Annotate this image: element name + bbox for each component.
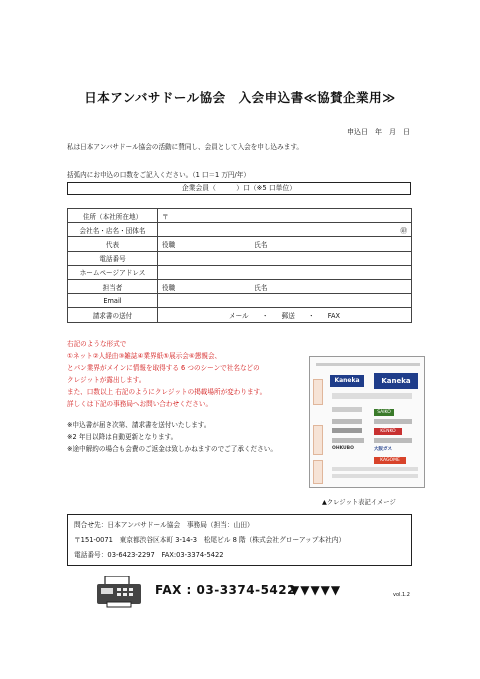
form-row-representative [68, 237, 412, 251]
notes-line: ※途中解約の場合も会費のご返金は致しかねますのでご了承ください。 [67, 444, 277, 453]
label-contact-person: 担当者 [68, 279, 158, 293]
label-representative: 代表 [68, 237, 158, 251]
tier-marker [313, 425, 323, 455]
logo-placeholder [374, 438, 412, 443]
logo-placeholder [332, 419, 362, 424]
label-homepage: ホームページアドレス [68, 265, 158, 279]
membership-units-field[interactable]: 企業会員（ ）口（※5 口単位） [67, 182, 411, 195]
form-row-contact-person [68, 279, 412, 293]
application-date: 申込日 年 月 日 [347, 128, 410, 136]
seal-mark: ㊞ [400, 226, 407, 235]
logo-placeholder [332, 474, 418, 478]
form-row-email [68, 294, 412, 308]
notes-line: とパン業界がメインに情報を取得する 6 つのシーンで社名などの [67, 364, 260, 373]
notes-line: ①ネット②人経由③雑誌④業界紙⑤展示会⑥懇親会、 [67, 352, 222, 361]
form-row-address [68, 209, 412, 223]
contact-line: 問合せ先：日本アンバサドール協会 事務局（担当：山田） [74, 521, 254, 529]
contact-address: 〒151-0071 東京都渋谷区本町 3-14-3 松尾ビル 8 階（株式会社グローアップ本社内） [74, 536, 346, 544]
tier-marker [313, 460, 323, 484]
version-label: vol.1.2 [393, 592, 410, 598]
intro-text: 私は日本アンバサドール協会の活動に賛同し、会員として入会を申し込みます。 [67, 143, 303, 151]
instruction-text: 括弧内にお申込の口数をご記入ください。（1 口＝1 万円/年） [67, 171, 250, 179]
brand-logo: Kaneka [374, 373, 418, 389]
notes-line: ※申込書が届き次第、請求書を送付いたします。 [67, 420, 211, 429]
logo-placeholder [332, 438, 364, 443]
fax-machine-icon [95, 576, 145, 608]
form-row-homepage [68, 265, 412, 279]
document-title: 日本アンバサドール協会 入会申込書≪協賛企業用≫ [84, 90, 396, 105]
label-company: 会社名・店名・団体名 [68, 223, 158, 237]
application-form [67, 208, 412, 323]
form-row-invoice [68, 308, 412, 322]
notes-line: クレジットが露出します。 [67, 376, 146, 385]
notes-line: 右記のような形式で [67, 340, 127, 348]
label-address: 住所（本社所在地） [68, 209, 158, 223]
brand-logo: SAIKO [374, 409, 394, 416]
down-arrows-icon: ▼▼▼▼▼ [290, 583, 342, 597]
image-caption: ▲クレジット表記イメージ [322, 499, 396, 506]
image-header-bar [316, 363, 420, 366]
contact-phone-fax: 電話番号：03-6423-2297 FAX:03-3374-5422 [74, 551, 224, 559]
brand-logo: OHKUBO [332, 446, 354, 451]
notes-line: ※2 年目以降は自動更新となります。 [67, 432, 178, 441]
logo-placeholder [332, 467, 418, 471]
credit-sample-image [309, 356, 425, 488]
notes-line: また、口数以上 右記のようにクレジットの掲載場所が変わります。 [67, 388, 267, 397]
notes-section [67, 338, 307, 455]
address-field[interactable]: 〒 [158, 209, 412, 223]
representative-field[interactable]: 役職 氏名 [158, 237, 412, 251]
email-field[interactable] [158, 294, 412, 308]
fax-number: FAX : 03-3374-5422 [155, 583, 296, 597]
form-row-phone [68, 251, 412, 265]
form-row-company [68, 223, 412, 237]
brand-logo: Kaneka [330, 375, 364, 387]
brand-logo: KAGOME [374, 457, 406, 464]
brand-logo: 大阪ガス [374, 447, 392, 452]
invoice-method-field[interactable]: メール ・ 郵送 ・ FAX [158, 308, 412, 322]
notes-line: 詳しくは下記の事務局へお問い合わせください。 [67, 400, 213, 409]
label-invoice: 請求書の送付 [68, 308, 158, 322]
logo-placeholder [332, 407, 362, 412]
label-phone: 電話番号 [68, 251, 158, 265]
tier-marker [313, 379, 323, 405]
label-email: Email [68, 294, 158, 308]
contact-box [67, 514, 412, 566]
phone-field[interactable] [158, 251, 412, 265]
company-field[interactable] [158, 223, 412, 237]
logo-placeholder [332, 393, 412, 399]
logo-placeholder [332, 428, 362, 433]
contact-person-field[interactable]: 役職 氏名 [158, 279, 412, 293]
logo-placeholder [374, 419, 412, 424]
brand-logo: KENKO [374, 428, 402, 435]
homepage-field[interactable] [158, 265, 412, 279]
